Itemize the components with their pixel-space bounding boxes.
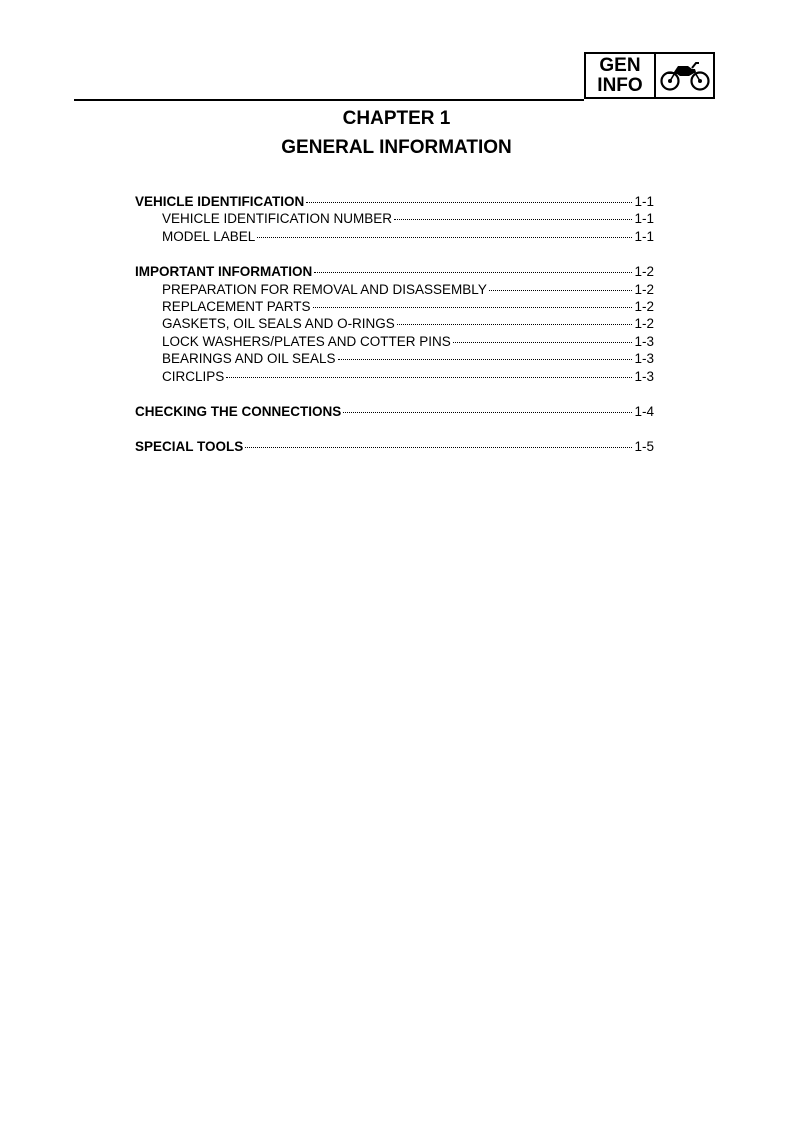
toc-subentry[interactable] xyxy=(135,368,654,385)
toc-subentry[interactable] xyxy=(135,210,654,227)
dot-leader xyxy=(245,447,632,448)
toc-subentry[interactable] xyxy=(135,333,654,350)
toc-group xyxy=(135,438,654,455)
section-badge xyxy=(584,52,715,99)
toc-subentry-page: 1-3 xyxy=(634,368,654,384)
toc-group xyxy=(135,193,654,245)
toc-subentry-title: VEHICLE IDENTIFICATION NUMBER xyxy=(162,211,393,227)
toc-entry[interactable] xyxy=(135,263,654,280)
toc-subentry-title: CIRCLIPS xyxy=(162,368,225,384)
toc-subentry-title: MODEL LABEL xyxy=(162,228,256,244)
toc-group xyxy=(135,403,654,420)
toc-subentry[interactable] xyxy=(135,350,654,367)
motorcycle-icon xyxy=(656,54,713,97)
dot-leader xyxy=(397,324,633,325)
toc-subentry-page: 1-3 xyxy=(634,351,654,367)
toc-subentry-page: 1-2 xyxy=(634,316,654,332)
toc-subentry-page: 1-1 xyxy=(634,228,654,244)
toc-subentry-page: 1-2 xyxy=(634,281,654,297)
toc-subentry[interactable] xyxy=(135,228,654,245)
toc-entry-page: 1-2 xyxy=(634,264,654,280)
chapter-title: CHAPTER 1 xyxy=(342,108,451,129)
dot-leader xyxy=(314,272,632,273)
toc-subentry-title: PREPARATION FOR REMOVAL AND DISASSEMBLY xyxy=(162,281,487,297)
badge-line-1: GEN xyxy=(599,54,641,76)
toc-subentry-title: REPLACEMENT PARTS xyxy=(162,299,311,315)
toc-subentry-title: GASKETS, OIL SEALS AND O-RINGS xyxy=(162,316,395,332)
toc-entry-title: IMPORTANT INFORMATION xyxy=(135,264,313,280)
header-rule xyxy=(74,99,584,101)
dot-leader xyxy=(338,359,633,360)
badge-label xyxy=(586,54,656,97)
dot-leader xyxy=(489,290,633,291)
badge-line-2: INFO xyxy=(597,74,643,96)
toc-subentry[interactable] xyxy=(135,281,654,298)
toc-subentry-page: 1-3 xyxy=(634,333,654,349)
toc-entry[interactable] xyxy=(135,438,654,455)
toc-entry-title: CHECKING THE CONNECTIONS xyxy=(135,404,342,420)
toc-entry-page: 1-1 xyxy=(634,194,654,209)
dot-leader xyxy=(394,219,632,220)
toc-entry-title: SPECIAL TOOLS xyxy=(135,439,244,455)
toc-subentry-page: 1-2 xyxy=(634,299,654,315)
toc-subentry[interactable] xyxy=(135,315,654,332)
toc-entry[interactable] xyxy=(135,403,654,420)
chapter-subtitle: GENERAL INFORMATION xyxy=(281,137,512,158)
dot-leader xyxy=(313,307,633,308)
toc-entry-page: 1-5 xyxy=(634,439,654,455)
toc-entry-page: 1-4 xyxy=(634,404,654,420)
toc-entry-title: VEHICLE IDENTIFICATION xyxy=(135,194,305,209)
toc-entry[interactable] xyxy=(135,193,654,210)
dot-leader xyxy=(306,202,632,203)
toc-subentry-page: 1-1 xyxy=(634,211,654,227)
dot-leader xyxy=(257,237,632,238)
toc-subentry-title: LOCK WASHERS/PLATES AND COTTER PINS xyxy=(162,333,451,349)
toc-group xyxy=(135,263,654,385)
toc-subentry-title: BEARINGS AND OIL SEALS xyxy=(162,351,336,367)
dot-leader xyxy=(343,412,632,413)
dot-leader xyxy=(453,342,633,343)
dot-leader xyxy=(226,377,632,378)
table-of-contents xyxy=(135,193,654,474)
toc-subentry[interactable] xyxy=(135,298,654,315)
